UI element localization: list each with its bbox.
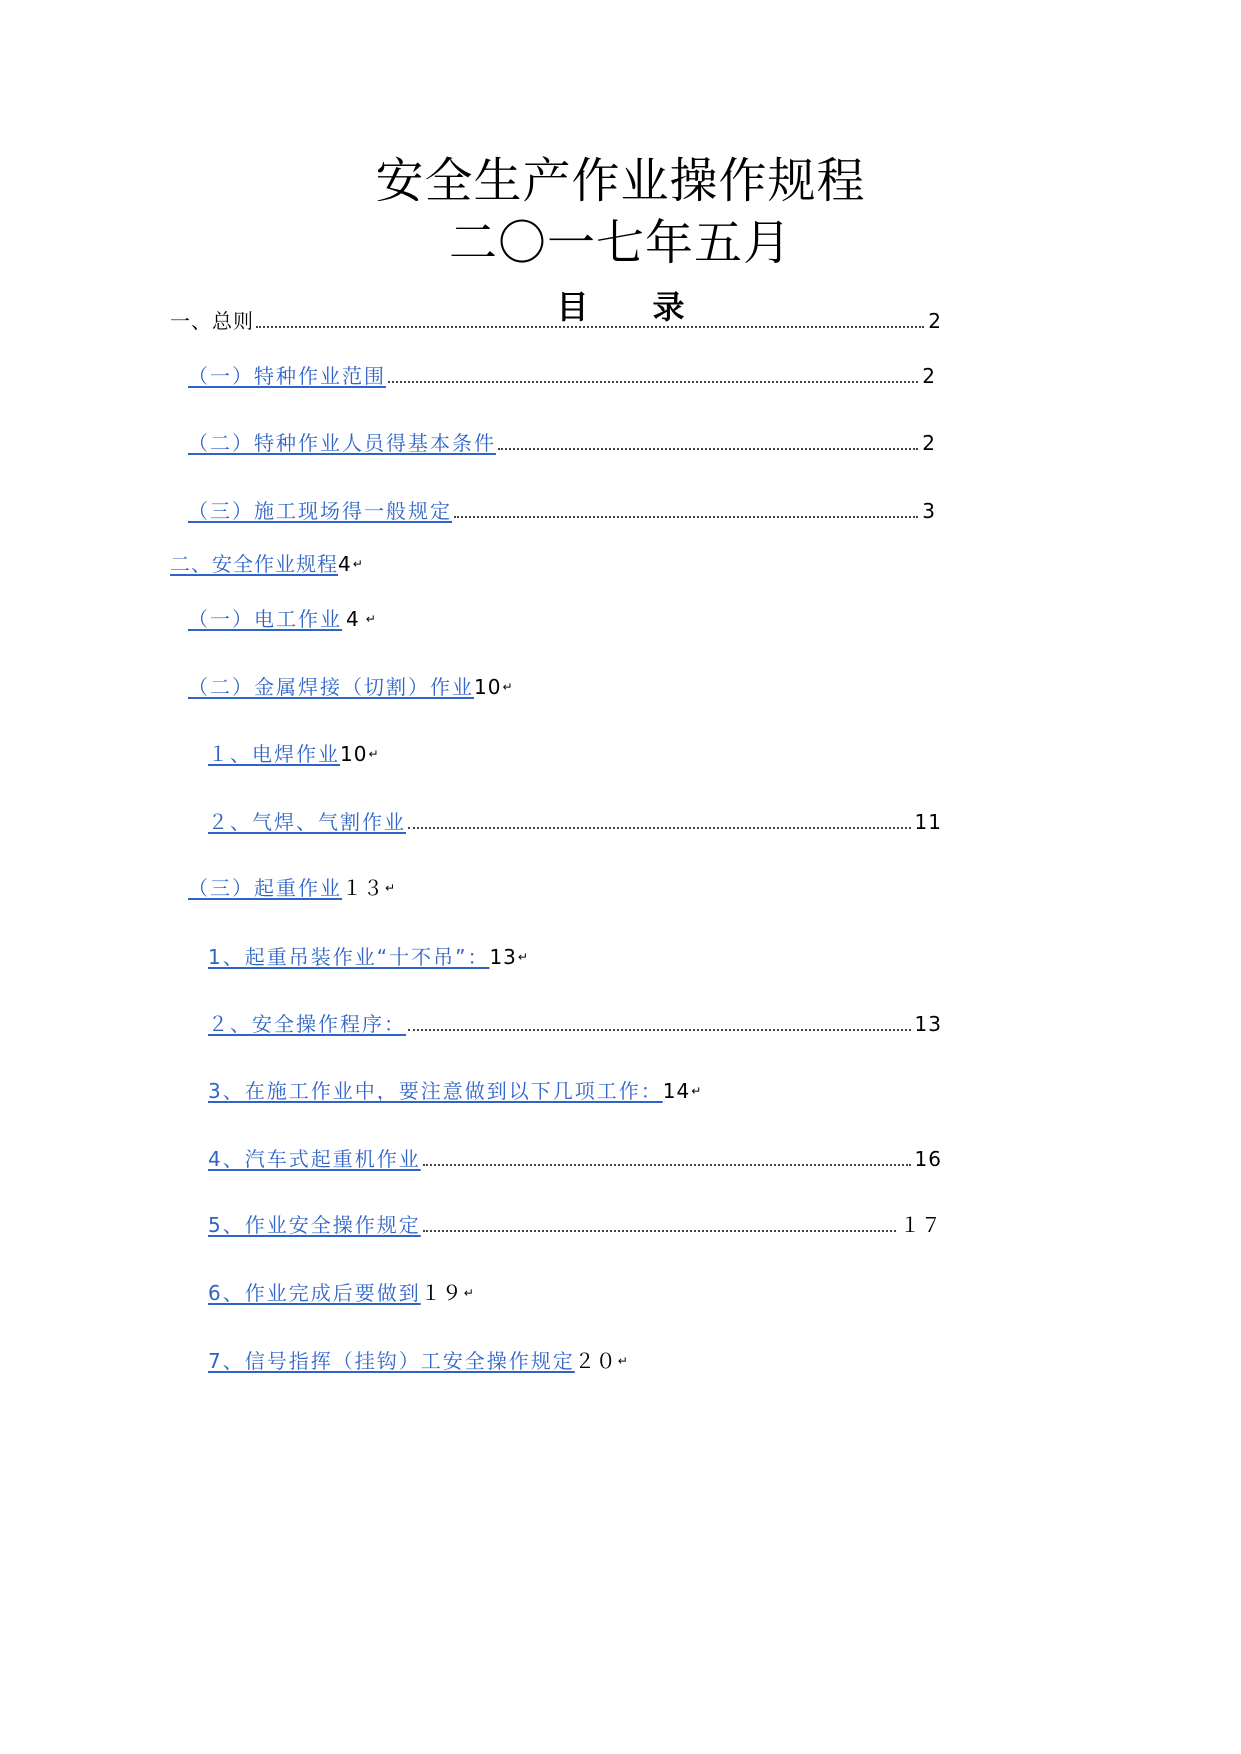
toc-entry-page: 3	[922, 499, 936, 523]
toc-entry-link[interactable]: 1、起重吊装作业“十不吊”：	[208, 945, 490, 969]
toc-leader	[454, 516, 918, 518]
document-date: 二〇一七年五月	[448, 215, 792, 271]
toc-entry[interactable]	[188, 605, 376, 633]
toc-leader	[388, 381, 918, 383]
paragraph-mark: ↵	[617, 1354, 628, 1368]
paragraph-mark: ↵	[385, 881, 396, 895]
toc-entry-page: ２０	[574, 1349, 617, 1373]
toc-entry[interactable]	[188, 673, 513, 701]
toc-entry-page: 10	[474, 675, 502, 699]
toc-entry[interactable]	[208, 1010, 942, 1038]
toc-entry-page: 11	[914, 810, 942, 834]
toc-entry-page: 14	[662, 1079, 691, 1103]
toc-entry-link[interactable]: （一）特种作业范围	[188, 364, 386, 388]
paragraph-mark: ↵	[352, 557, 363, 571]
toc-entry-page: 13	[489, 945, 517, 969]
toc-entry-page: １３	[342, 876, 384, 900]
toc-leader	[498, 448, 918, 450]
toc-entry-page: １９	[420, 1281, 463, 1305]
toc-entry-page: １７	[900, 1213, 942, 1237]
toc-entry[interactable]	[208, 740, 379, 768]
toc-entry[interactable]	[208, 1211, 942, 1239]
toc-entry-link[interactable]: （一）电工作业	[188, 607, 342, 631]
document-title: 安全生产作业操作规程	[375, 153, 866, 209]
toc-entry-page: 13	[914, 1012, 942, 1036]
toc-entry[interactable]	[208, 1145, 942, 1173]
toc-entry-page: 4	[338, 552, 352, 576]
toc-entry-page: 4	[346, 607, 365, 631]
toc-entry-link[interactable]: （二）特种作业人员得基本条件	[188, 431, 496, 455]
paragraph-mark: ↵	[502, 680, 513, 694]
toc-entry-link[interactable]: ２、气焊、气割作业	[208, 810, 406, 834]
toc-entry-label: 一、总则	[170, 309, 254, 333]
toc-leader	[423, 1230, 896, 1232]
toc-entry[interactable]	[170, 550, 363, 578]
toc-entry-page: 2	[922, 431, 936, 455]
toc-entry[interactable]	[188, 874, 395, 902]
toc-heading-right: 录	[652, 288, 685, 326]
toc-entry-page: 2	[928, 309, 942, 333]
toc-entry-link[interactable]: （三）施工现场得一般规定	[188, 499, 452, 523]
toc-heading-left: 目	[556, 288, 589, 326]
paragraph-mark: ↵	[365, 612, 376, 626]
toc-leader	[423, 1164, 911, 1166]
toc-entry[interactable]	[208, 943, 528, 971]
toc-entry-link[interactable]: （三）起重作业	[188, 876, 342, 900]
toc-entry[interactable]	[208, 1279, 474, 1307]
toc-entry-link[interactable]: 3、在施工作业中，要注意做到以下几项工作：	[208, 1079, 663, 1103]
toc-entry-link[interactable]: 5、作业安全操作规定	[208, 1213, 421, 1237]
paragraph-mark: ↵	[517, 950, 528, 964]
toc-entry[interactable]	[188, 362, 936, 390]
toc-entry[interactable]	[188, 497, 936, 525]
toc-leader	[408, 827, 911, 829]
toc-leader	[256, 326, 924, 328]
paragraph-mark: ↵	[368, 747, 379, 761]
toc-leader	[408, 1029, 911, 1031]
toc-entry-page: 2	[922, 364, 936, 388]
paragraph-mark: ↵	[691, 1084, 702, 1098]
toc-entry-page: 16	[914, 1147, 942, 1171]
toc-entry-page: 10	[340, 742, 368, 766]
toc-entry[interactable]	[208, 808, 942, 836]
toc-entry-link[interactable]: 4、汽车式起重机作业	[208, 1147, 421, 1171]
toc-entry-link[interactable]: 7、信号指挥（挂钩）工安全操作规定	[208, 1349, 575, 1373]
toc-entry-link[interactable]: 6、作业完成后要做到	[208, 1281, 421, 1305]
toc-entry	[170, 307, 942, 335]
toc-entry[interactable]	[188, 429, 936, 457]
toc-entry-link[interactable]: ２、安全操作程序：	[208, 1012, 406, 1036]
toc-entry[interactable]	[208, 1077, 701, 1105]
toc-entry-link[interactable]: １、电焊作业	[208, 742, 340, 766]
toc-entry[interactable]	[208, 1347, 628, 1375]
toc-entry-link[interactable]: 二、安全作业规程	[170, 552, 338, 576]
paragraph-mark: ↵	[463, 1286, 474, 1300]
toc-entry-link[interactable]: （二）金属焊接（切割）作业	[188, 675, 474, 699]
